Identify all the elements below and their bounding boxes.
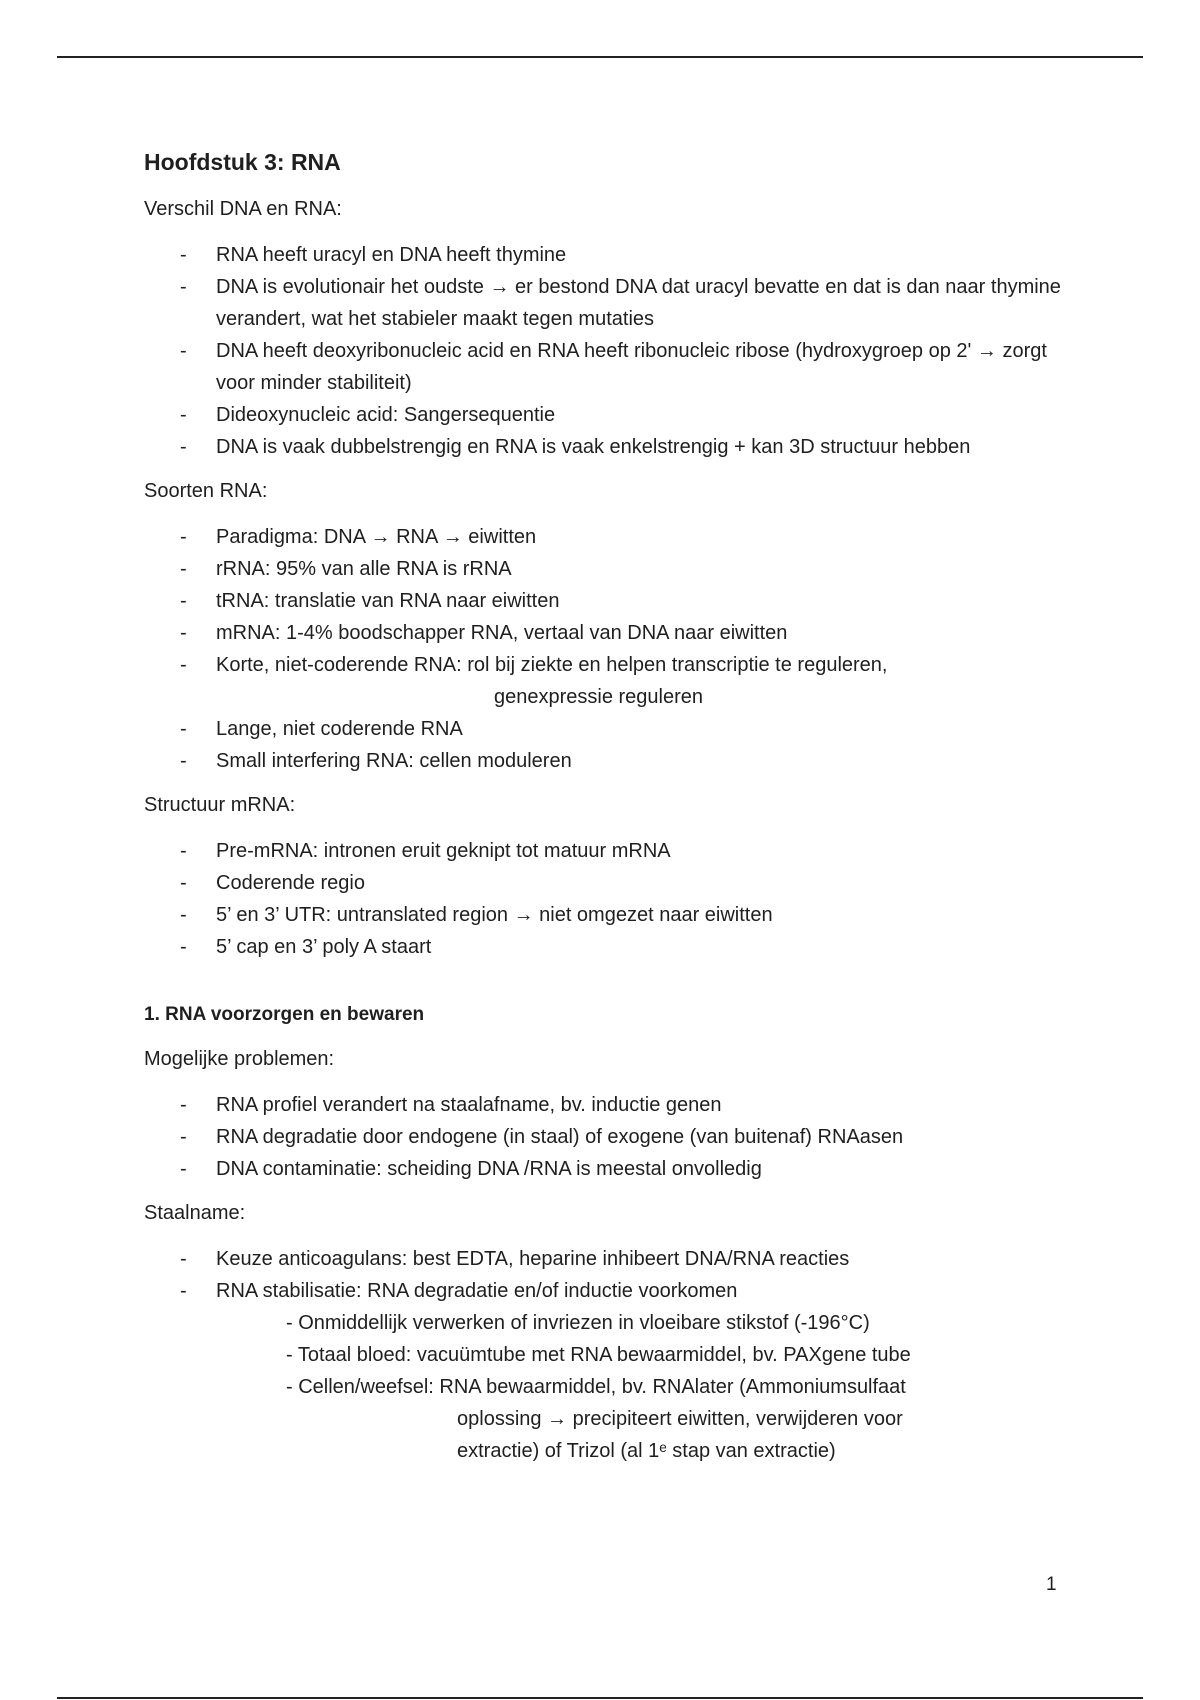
sub-item: - Totaal bloed: vacuümtube met RNA bewaarmiddel, bv. PAXgene tube <box>286 1344 911 1366</box>
problemen-label: Mogelijke problemen: <box>144 1048 335 1070</box>
section-spacer <box>144 975 1084 1001</box>
header-rule <box>57 56 1143 58</box>
list-item: - 5’ cap en 3’ poly A staart <box>144 931 1084 963</box>
list-item: - RNA degradatie door endogene (in staal) of exogene (van buitenaf) RNAasen <box>144 1121 1084 1153</box>
list-item <box>144 1275 1084 1467</box>
list-item: - DNA contaminatie: scheiding DNA /RNA is meestal onvolledig <box>144 1153 1084 1185</box>
list-item-continuation: genexpressie reguleren <box>494 686 704 708</box>
list-item: - Keuze anticoagulans: best EDTA, heparine inhibeert DNA/RNA reacties <box>144 1243 1084 1275</box>
list-item: - tRNA: translatie van RNA naar eiwitten <box>144 585 1084 617</box>
list-item: - Pre-mRNA: intronen eruit geknipt tot matuur mRNA <box>144 835 1084 867</box>
staalname-label: Staalname: <box>144 1202 246 1224</box>
list-item: - Small interfering RNA: cellen moduleren <box>144 745 1084 777</box>
list-item: - Dideoxynucleic acid: Sangersequentie <box>144 399 1084 431</box>
list-item: - 5’ en 3’ UTR: untranslated region → niet omgezet naar eiwitten <box>144 899 1084 931</box>
staalname-list <box>144 1243 1084 1467</box>
list-item <box>144 649 1084 713</box>
list-item: - DNA heeft deoxyribonucleic acid en RNA heeft ribonucleic ribose (hydroxygroep op 2' → zorgt voor minder stabiliteit) <box>144 335 1084 399</box>
document-body <box>144 145 1084 1479</box>
list-item: - DNA is evolutionair het oudste → er bestond DNA dat uracyl bevatte en dat is dan naar thymine verandert, wat het stabieler maakt tegen mutaties <box>144 271 1084 335</box>
list-item: - Coderende regio <box>144 867 1084 899</box>
sub-item: - Cellen/weefsel: RNA bewaarmiddel, bv. RNAlater (Ammoniumsulfaat <box>286 1376 906 1398</box>
soorten-label: Soorten RNA: <box>144 480 268 502</box>
list-item-text: RNA stabilisatie: RNA degradatie en/of inductie voorkomen <box>216 1280 738 1302</box>
list-item: - Paradigma: DNA → RNA → eiwitten <box>144 521 1084 553</box>
structuur-label: Structuur mRNA: <box>144 794 296 816</box>
structuur-list <box>144 835 1084 963</box>
sub-item-continuation: oplossing → precipiteert eiwitten, verwijderen voor <box>457 1408 903 1430</box>
list-item: - rRNA: 95% van alle RNA is rRNA <box>144 553 1084 585</box>
footer-rule <box>57 1697 1143 1699</box>
dna-rna-label: Verschil DNA en RNA: <box>144 198 342 220</box>
section-heading: 1. RNA voorzorgen en bewaren <box>144 1004 425 1025</box>
soorten-list <box>144 521 1084 777</box>
list-item: - Lange, niet coderende RNA <box>144 713 1084 745</box>
list-item: - DNA is vaak dubbelstrengig en RNA is vaak enkelstrengig + kan 3D structuur hebben <box>144 431 1084 463</box>
chapter-title: Hoofdstuk 3: RNA <box>144 149 341 175</box>
list-item: - RNA heeft uracyl en DNA heeft thymine <box>144 239 1084 271</box>
sub-item: - Onmiddellijk verwerken of invriezen in vloeibare stikstof (-196°C) <box>286 1312 870 1334</box>
list-item: - RNA profiel verandert na staalafname, bv. inductie genen <box>144 1089 1084 1121</box>
list-item: - mRNA: 1-4% boodschapper RNA, vertaal van DNA naar eiwitten <box>144 617 1084 649</box>
dna-rna-list <box>144 239 1084 463</box>
list-item-text: Korte, niet-coderende RNA: rol bij ziekte en helpen transcriptie te reguleren, <box>216 654 888 676</box>
page-number: 1 <box>1046 1574 1057 1595</box>
problemen-list <box>144 1089 1084 1185</box>
sub-item-continuation: extractie) of Trizol (al 1ᵉ stap van extractie) <box>457 1440 836 1462</box>
